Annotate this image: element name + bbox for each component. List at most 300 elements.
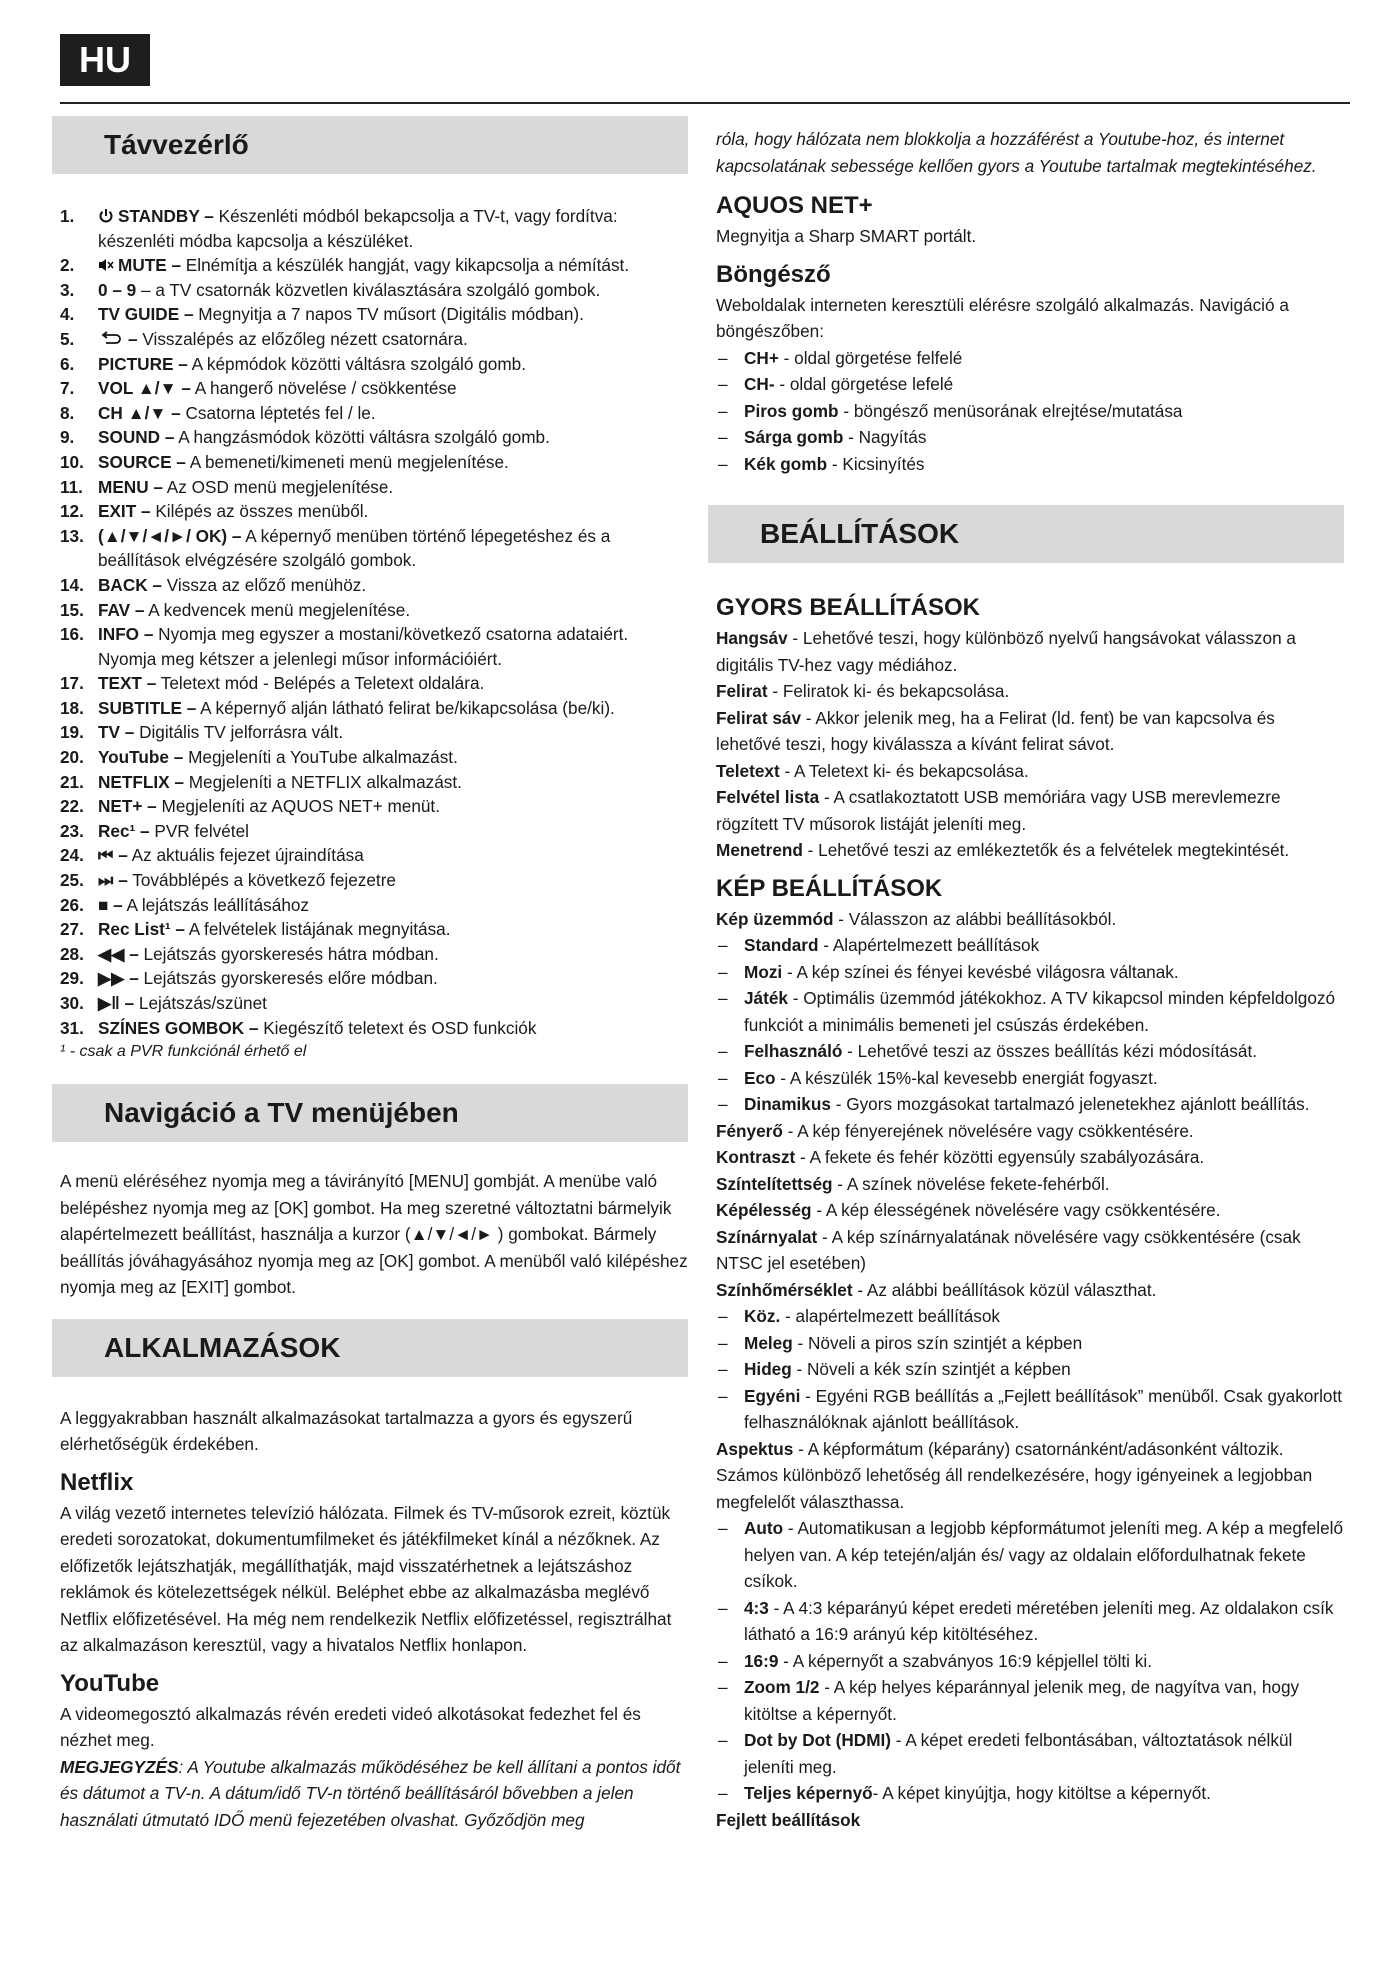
remote-list-item [52,204,688,253]
note-label: MEGJEGYZÉS [60,1756,179,1777]
item-label: VOL ▲/▼ – [98,378,191,399]
setting-label: Színárnyalat [716,1226,818,1247]
item-number: 27. [60,919,84,940]
item-label: PICTURE – [98,353,188,374]
option-desc: - A képernyőt a szabványos 16:9 képjellel tölti ki. [778,1650,1152,1671]
remote-list-item [52,942,688,967]
dash-text [744,1727,1344,1780]
item-desc: Nyomja meg egyszer a mostani/következő csatorna adataiért. Nyomja meg kétszer a jelenlegi műsor információiért. [98,624,629,669]
option-desc: - A képet eredeti felbontásában, változtatások nélkül jeleníti meg. [744,1730,1293,1777]
item-label: ▶▶ – [98,968,139,989]
item-text [98,868,688,893]
item-number: 28. [60,943,84,964]
item-number: 8. [60,402,75,423]
option-label: Egyéni [744,1385,801,1406]
quick-settings-list [708,625,1344,864]
item-label: ⏮ – [98,845,128,866]
setting-desc: - Lehetővé teszi, hogy különböző nyelvű hangsávokat válasszon a digitális TV-hez vagy médiához. [716,628,1296,675]
dash-marker: – [718,400,728,421]
item-label: TEXT – [98,673,157,694]
item-number: 23. [60,820,84,841]
note-text: : A Youtube alkalmazás működéséhez be kell állítani a pontos időt és dátumot a TV-n. A dátum/idő TV-n történő beállításáról bővebben a jelen használati útmutató IDŐ menü fejezetében olvashat. Győződjön meg [60,1756,681,1830]
left-column [52,112,688,1833]
item-text [98,917,688,942]
item-text [98,253,688,278]
section-heading-apps: ALKALMAZÁSOK [52,1319,688,1377]
right-column [708,112,1344,1833]
item-label: YouTube – [98,747,184,768]
setting-desc: - A színek növelése fekete-fehérből. [832,1173,1110,1194]
option-label: Sárga gomb [744,427,844,447]
remote-list-item [52,868,688,893]
item-text [98,573,688,598]
youtube-paragraph: A videomegosztó alkalmazás révén eredeti videó alkotásokat fedezhet fel és nézhet meg. [60,1703,641,1751]
item-text [98,598,688,623]
option-desc: - oldal görgetése lefelé [774,374,954,394]
option-label: 16:9 [744,1650,779,1671]
option-desc: - Növeli a piros szín szintjét a képben [792,1332,1083,1353]
dash-text [744,371,1344,398]
netflix-paragraph: A világ vezető internetes televízió hálózata. Filmek és TV-műsorok ezreit, köztük eredeti sorozatokat, dokumentumfilmeket és játékfilmeket kínál a nézőknek. Az előfizetők lejátszhatják, megállíthatják, majd visszatérhetnek a lejátszáshoz reklámok és kötelezettségek nélkül. Beléphet ebbe az alkalmazásba meglévő Netflix előfizetésével. Ha még nem rendelkezik Netflix előfizetéssel, regisztrálhat az alkalmazáson keresztül, vagy a hivatalos Netflix honlapon. [60,1502,672,1656]
remote-list-item [52,671,688,696]
item-label: NETFLIX – [98,771,184,792]
item-number: 21. [60,771,84,792]
picture-mode-item [718,1091,1344,1118]
item-label: MENU – [98,476,163,497]
remote-list-item [52,573,688,598]
option-desc: - Automatikusan a legjobb képformátumot jeleníti meg. A kép a megfelelő helyen van. A kép tetején/alján és/ vagy az oldalain előfordulhatnak fekete csíkok. [744,1518,1344,1591]
dash-marker: – [718,1730,728,1750]
dash-marker: – [718,961,728,982]
option-desc: - Nagyítás [843,427,927,447]
dash-text [744,985,1344,1038]
item-text [98,843,688,868]
remote-button-list [52,204,688,1040]
dash-text [744,345,1344,372]
item-text [98,819,688,844]
item-label: (▲/▼/◄/►/ OK) – [98,525,242,546]
dash-text [744,1383,1344,1436]
item-desc: Megjeleníti a NETFLIX alkalmazást. [183,771,462,792]
item-number: 22. [60,796,84,817]
setting-label: Felvétel lista [716,787,820,807]
remote-list-item [52,425,688,450]
aquos-paragraph: Megnyitja a Sharp SMART portált. [716,226,977,246]
item-desc: Az aktuális fejezet újraindítása [127,845,364,866]
item-label: – [128,328,143,349]
item-label: INFO – [98,624,154,645]
item-number: 25. [60,870,84,891]
youtube-note-continued: róla, hogy hálózata nem blokkolja a hozzáférést a Youtube-hoz, és internet kapcsolatának sebessége kellően gyors a Youtube tartalmak megtekintéséhez. [716,129,1317,176]
item-text [98,794,688,819]
setting-desc: - Feliratok ki- és bekapcsolása. [767,681,1010,701]
item-number: 26. [60,894,84,915]
option-desc: - Optimális üzemmód játékokhoz. A TV kikapcsol minden képfeldolgozó funkciót a minimális bemeneti jel csúszás érdekében. [744,988,1336,1035]
dash-marker: – [718,1677,728,1697]
item-number: 10. [60,451,84,472]
item-desc: A hangerő növelése / csökkentése [190,378,457,399]
dash-marker: – [718,1650,728,1671]
aspect-item [718,1648,1344,1675]
color-temperature-options [708,1303,1344,1436]
quick-setting-item [716,758,1344,785]
item-number: 11. [60,476,83,497]
item-desc: A lejátszás leállításához [122,894,310,915]
item-number: 16. [60,624,84,645]
dash-marker: – [718,1332,728,1353]
picture-property-item [716,1144,1344,1171]
item-text [98,770,688,795]
remote-list-item [52,966,688,991]
dash-marker: – [718,1518,728,1538]
item-desc: Kilépés az összes menüből. [150,501,369,522]
browser-heading: Böngésző [716,260,831,288]
quick-setting-item [716,705,1344,758]
item-number: 17. [60,673,84,694]
item-desc: Vissza az előző menühöz. [161,574,367,595]
color-temp-item [718,1356,1344,1383]
option-desc: - A képet kinyújtja, hogy kitöltse a képernyőt. [872,1783,1211,1803]
netflix-heading: Netflix [60,1468,134,1496]
item-text [98,966,688,991]
item-text [98,671,688,696]
aspect-label: Aspektus [716,1438,794,1459]
power-icon [98,206,118,226]
browser-controls-list [708,345,1344,478]
remote-list-item [52,499,688,524]
remote-list-item [52,450,688,475]
item-text [98,622,688,671]
item-desc: Lejátszás/szünet [134,993,267,1013]
dash-text [744,1674,1344,1727]
option-desc: - Növeli a kék szín szintjét a képben [791,1359,1071,1379]
remote-list-item [52,524,688,573]
item-text [98,524,688,573]
aspect-item [718,1595,1344,1648]
item-number: 18. [60,697,84,718]
item-number: 14. [60,574,84,595]
remote-list-item [52,893,688,918]
item-desc: Visszalépés az előzőleg nézett csatornára. [142,328,468,349]
picture-property-item [716,1171,1344,1198]
remote-list-item [52,696,688,721]
dash-marker: – [718,374,728,394]
item-text [98,1016,688,1041]
item-label: Rec¹ – [98,820,150,841]
dash-text [744,959,1344,986]
remote-list-item [52,770,688,795]
option-desc: - Lehetővé teszi az összes beállítás kézi módosítását. [842,1041,1257,1061]
item-text [98,278,688,303]
picture-settings-heading: KÉP BEÁLLÍTÁSOK [716,874,943,902]
item-number: 6. [60,353,75,374]
item-desc: A képmódok közötti váltásra szolgáló gomb. [187,353,526,374]
setting-label: Kontraszt [716,1147,796,1167]
option-label: CH- [744,374,775,394]
item-number: 1. [60,206,75,226]
item-label: BACK – [98,574,162,595]
option-label: Standard [744,935,819,955]
color-temp-item [718,1303,1344,1330]
item-text [98,745,688,770]
aspect-desc: - A képformátum (képarány) csatornánként/adásonként változik. Számos különböző lehetőség áll rendelkezésére, hogy igényeinek a legjobban megfelelőt választhassa. [716,1438,1313,1512]
item-label: STANDBY – [118,206,214,226]
picture-mode-item [718,1065,1344,1092]
aspect-line [708,1436,1344,1516]
remote-list-item [52,794,688,819]
picture-properties [708,1118,1344,1304]
item-label: SOURCE – [98,451,186,472]
option-label: Felhasználó [744,1041,843,1061]
dash-text [744,1330,1344,1357]
item-number: 19. [60,722,84,743]
setting-label: Teletext [716,760,780,781]
remote-list-item [52,278,688,303]
quick-setting-item [716,625,1344,678]
mute-icon [98,255,118,275]
picture-mode-desc: - Válasszon az alábbi beállításokból. [833,908,1117,929]
item-desc: A képernyő menüben történő lépegetéshez és a beállítások elvégzésére szolgáló gombok. [98,525,611,571]
section-heading-navigation: Navigáció a TV menüjében [52,1084,688,1142]
item-label: ◀◀ – [98,943,139,964]
item-desc: Megnyitja a 7 napos TV műsort (Digitális módban). [193,304,584,325]
option-desc: - Alapértelmezett beállítások [818,935,1040,955]
dash-marker: – [718,1306,728,1326]
remote-list-item [52,401,688,426]
youtube-heading: YouTube [60,1669,160,1697]
item-number: 3. [60,279,75,300]
item-desc: A hangzásmódok közötti váltásra szolgáló gomb. [174,427,550,448]
dash-text [744,1595,1344,1648]
item-label: SOUND – [98,427,175,448]
item-label: NET+ – [98,796,157,817]
picture-property-item [716,1118,1344,1145]
aspect-options [708,1515,1344,1807]
item-number: 4. [60,304,75,325]
setting-label: Hangsáv [716,628,788,648]
item-text [98,425,688,450]
remote-list-item [52,327,688,352]
option-label: Dot by Dot (HDMI) [744,1730,892,1750]
option-desc: - böngésző menüsorának elrejtése/mutatása [838,400,1183,421]
dash-marker: – [718,1094,728,1114]
quick-settings-heading: GYORS BEÁLLÍTÁSOK [716,594,981,621]
item-text [98,376,688,401]
item-label: Rec List¹ – [98,919,185,940]
option-desc: - A kép helyes képaránnyal jelenik meg, de nagyítva van, hogy kitöltse a képernyőt. [744,1677,1300,1724]
item-label: CH ▲/▼ – [98,402,181,423]
item-text [98,991,688,1016]
item-label: 0 – 9 [98,279,137,300]
remote-list-item [52,475,688,500]
item-desc: Lejátszás gyorskeresés előre módban. [138,968,438,989]
setting-label: Színhőmérséklet [716,1279,853,1300]
quick-setting-item [716,678,1344,705]
item-number: 12. [60,501,84,522]
aquos-heading: AQUOS NET+ [716,192,873,219]
option-label: Piros gomb [744,400,839,421]
item-desc: Megjeleníti a YouTube alkalmazást. [183,747,458,768]
advanced-settings-label: Fejlett beállítások [716,1809,861,1830]
item-desc: Továbblépés a következő fejezetre [127,870,396,891]
item-number: 5. [60,328,75,349]
item-text [98,450,688,475]
remote-list-item [52,352,688,377]
item-text [98,696,688,721]
item-number: 20. [60,747,84,768]
section-heading-settings: BEÁLLÍTÁSOK [708,505,1344,563]
option-desc: - A kép színei és fényei kevésbé világosra váltanak. [782,961,1179,982]
remote-list-item [52,745,688,770]
apps-intro: A leggyakrabban használt alkalmazásokat tartalmazza a gyors és egyszerű elérhetőségük érdekében. [60,1407,633,1455]
item-text [98,204,688,253]
setting-desc: - A kép színárnyalatának növelésére vagy csökkentésére (csak NTSC jel esetében) [716,1226,1301,1273]
section-heading-remote: Távvezérlő [52,116,688,174]
picture-property-item [716,1224,1344,1277]
dash-text [744,424,1344,451]
item-desc: Kiegészítő teletext és OSD funkciók [258,1017,537,1038]
dash-marker: – [718,1597,728,1618]
remote-list-item [52,819,688,844]
remote-list-item [52,843,688,868]
option-label: Zoom 1/2 [744,1677,820,1697]
dash-marker: – [718,1067,728,1088]
aspect-item [718,1727,1344,1780]
browser-control-item [718,424,1344,451]
color-temp-item [718,1383,1344,1436]
navigation-paragraph: A menü eléréséhez nyomja meg a távirányító [MENU] gombját. A menübe való belépéshez nyomja meg az [OK] gombot. Ha meg szeretné változtatni bármelyik alapértelmezett beállítást, használja a kurzor (▲/▼/◄/► ) gombokat. Bármely beállítás jóváhagyásához nyomja meg az [OK] gombot. A menüből való kilépéshez nyomja meg az [EXIT] gombot. [60,1171,688,1298]
browser-control-item [718,345,1344,372]
item-number: 15. [60,599,84,620]
aspect-item [718,1780,1344,1807]
dash-text [744,1065,1344,1092]
dash-text [744,1038,1344,1065]
setting-desc: - A fekete és fehér közötti egyensúly szabályozására. [795,1147,1205,1167]
option-label: Meleg [744,1332,793,1353]
dash-marker: – [718,427,728,447]
setting-label: Képélesség [716,1200,812,1220]
item-desc: A bemeneti/kimeneti menü megjelenítése. [185,451,509,472]
item-number: 7. [60,378,75,399]
dash-text [744,1356,1344,1383]
setting-label: Fényerő [716,1120,783,1141]
remote-list-item [52,720,688,745]
item-desc: Megjeleníti az AQUOS NET+ menüt. [156,796,440,817]
item-number: 24. [60,845,84,866]
dash-text [744,1515,1344,1595]
item-label: ▶‖ – [98,993,135,1013]
item-text [98,475,688,500]
remote-list-item [52,598,688,623]
item-number: 13. [60,525,84,546]
dash-marker: – [718,1359,728,1379]
option-desc: - Egyéni RGB beállítás a „Fejlett beállítások” menüből. Csak gyakorlott felhasználóknak ajánlott beállítások. [744,1385,1343,1432]
option-label: Teljes képernyő [744,1783,873,1803]
setting-label: Menetrend [716,840,803,860]
option-desc: - alapértelmezett beállítások [780,1306,1001,1326]
remote-list-item [52,622,688,671]
item-desc: – a TV csatornák közvetlen kiválasztására szolgáló gombok. [136,279,601,300]
item-number: 31. [60,1017,84,1038]
item-text [98,942,688,967]
item-text [98,499,688,524]
return-icon [98,329,128,349]
dash-text [744,1780,1344,1807]
option-desc: - oldal görgetése felfelé [778,347,963,368]
browser-control-item [718,451,1344,478]
dash-text [744,932,1344,959]
aspect-item [718,1515,1344,1595]
dash-marker: – [718,347,728,368]
option-label: Köz. [744,1306,781,1326]
setting-desc: - Akkor jelenik meg, ha a Felirat (ld. fent) be van kapcsolva és lehetővé teszi, hogy kiválassza a kívánt felirat sávot. [716,707,1275,754]
item-label: FAV – [98,599,145,620]
item-desc: Teletext mód - Belépés a Teletext oldalára. [156,673,485,694]
item-number: 29. [60,968,84,989]
youtube-note [52,1754,688,1834]
dash-marker: – [718,1041,728,1061]
item-desc: A képernyő alján látható felirat be/kikapcsolása (be/ki). [196,697,615,718]
item-text [98,302,688,327]
item-label: TV – [98,722,135,743]
item-desc: Digitális TV jelforrásra vált. [134,722,344,743]
setting-desc: - Lehetővé teszi az emlékeztetők és a felvételek megtekintését. [802,840,1290,860]
item-text [98,401,688,426]
item-number: 9. [60,427,75,448]
item-desc: Lejátszás gyorskeresés hátra módban. [138,943,439,964]
setting-desc: - A Teletext ki- és bekapcsolása. [779,760,1029,781]
quick-setting-item [716,784,1344,837]
item-text [98,352,688,377]
option-label: Mozi [744,961,783,982]
option-desc: - A 4:3 képarányú képet eredeti méretében jeleníti meg. Az oldalakon csík látható a 16:9 arányú kép kitöltéséhez. [744,1597,1334,1644]
picture-property-item [716,1277,1344,1304]
dash-marker: – [718,988,728,1008]
option-label: Auto [744,1518,784,1538]
item-text [98,327,688,352]
remote-list-item [52,253,688,278]
option-desc: - Gyors mozgásokat tartalmazó jelenetekhez ajánlott beállítás. [830,1094,1310,1114]
dash-text [744,1303,1344,1330]
language-badge: HU [60,34,150,86]
option-desc: - Kicsinyítés [827,453,925,474]
picture-mode-item [718,1038,1344,1065]
picture-mode-item [718,985,1344,1038]
remote-list-item [52,302,688,327]
picture-mode-item [718,959,1344,986]
dash-text [744,398,1344,425]
item-desc: A felvételek listájának megnyitása. [184,919,451,940]
option-label: Játék [744,988,788,1008]
item-desc: Elnémítja a készülék hangját, vagy kikapcsolja a némítást. [181,255,630,276]
pvr-footnote: ¹ - csak a PVR funkciónál érhető el [60,1043,307,1061]
picture-mode-item [718,932,1344,959]
option-label: Eco [744,1067,776,1088]
picture-mode-label: Kép üzemmód [716,908,834,929]
picture-property-item [716,1197,1344,1224]
dash-marker: – [718,1783,728,1803]
header-divider [60,102,1350,104]
browser-control-item [718,398,1344,425]
item-desc: A kedvencek menü megjelenítése. [144,599,411,620]
option-label: 4:3 [744,1597,769,1618]
item-desc: Az OSD menü megjelenítése. [162,476,394,497]
aspect-item [718,1674,1344,1727]
item-label: TV GUIDE – [98,304,194,325]
dash-text [744,451,1344,478]
remote-list-item [52,917,688,942]
setting-label: Felirat sáv [716,707,802,728]
